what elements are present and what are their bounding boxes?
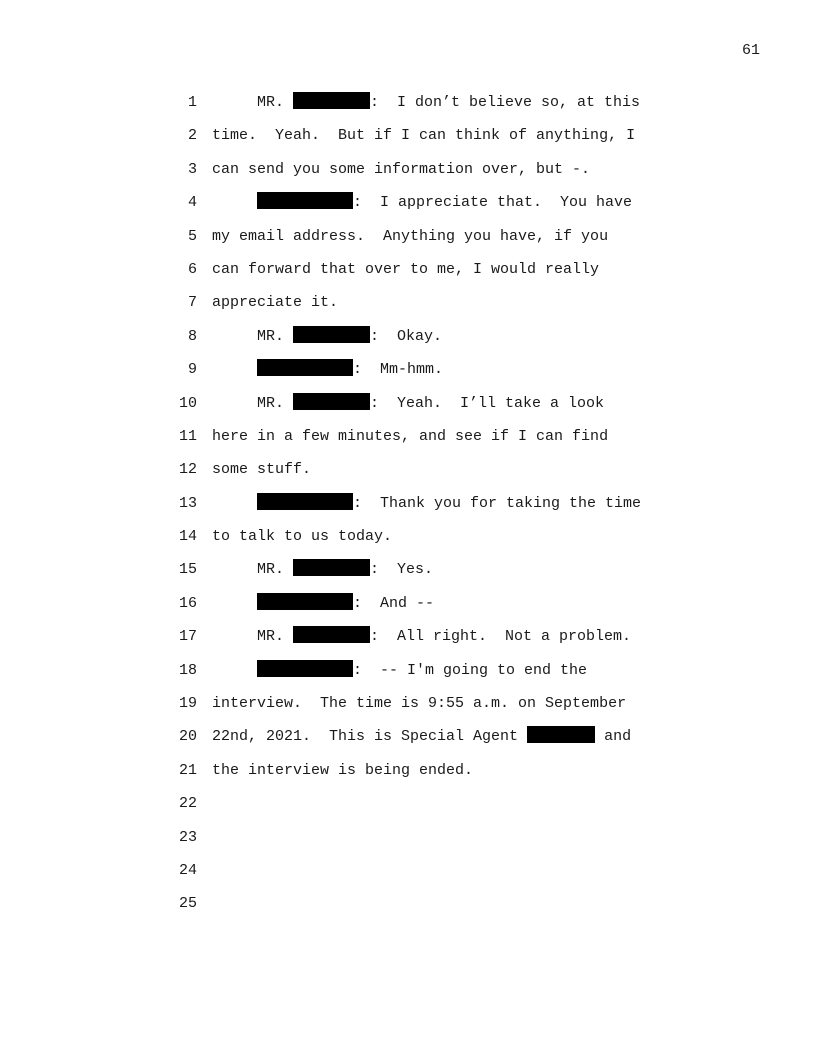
line-text xyxy=(212,86,640,119)
utterance: : All right. Not a problem. xyxy=(370,628,632,646)
line-text: appreciate it. xyxy=(212,294,339,312)
utterance: : And -- xyxy=(353,594,435,612)
utterance: : Okay. xyxy=(370,327,443,345)
speaker-prefix: MR. xyxy=(212,327,294,345)
utterance: 22nd, 2021. This is Special Agent xyxy=(212,728,528,746)
transcript-line-5 xyxy=(0,220,816,253)
line-text: time. Yeah. But if I can think of anything, I xyxy=(212,127,636,145)
utterance: : -- I'm going to end the xyxy=(353,661,588,679)
transcript-line-9 xyxy=(0,353,816,386)
line-number: 20 xyxy=(178,728,197,746)
utterance: and xyxy=(595,728,632,746)
utterance: : Yeah. I’ll take a look xyxy=(370,394,605,412)
redaction-box xyxy=(257,660,353,677)
transcript-line-8 xyxy=(0,320,816,353)
redaction-box xyxy=(293,326,370,343)
redaction-box xyxy=(527,726,595,743)
line-number: 8 xyxy=(187,327,197,345)
utterance: : I appreciate that. You have xyxy=(353,194,633,212)
redaction-box xyxy=(293,626,370,643)
transcript-line-14 xyxy=(0,520,816,553)
speaker-prefix: MR. xyxy=(212,394,294,412)
transcript-body xyxy=(0,86,816,921)
line-text xyxy=(212,587,434,620)
indent xyxy=(212,662,257,679)
line-number: 9 xyxy=(187,361,197,379)
transcript-line-21 xyxy=(0,754,816,787)
line-number: 23 xyxy=(178,828,197,846)
redaction-box xyxy=(293,393,370,410)
line-text xyxy=(212,620,631,653)
line-text: can send you some information over, but -. xyxy=(212,160,591,178)
transcript-line-20 xyxy=(0,720,816,753)
line-number: 19 xyxy=(178,695,197,713)
line-text: to talk to us today. xyxy=(212,528,393,546)
line-number: 21 xyxy=(178,761,197,779)
utterance: : I don’t believe so, at this xyxy=(370,94,641,111)
transcript-line-24 xyxy=(0,854,816,887)
transcript-line-13 xyxy=(0,487,816,520)
line-number: 6 xyxy=(187,260,197,278)
line-text xyxy=(212,387,604,420)
line-text: can forward that over to me, I would really xyxy=(212,260,600,278)
utterance: : Yes. xyxy=(370,561,434,579)
indent xyxy=(212,595,257,612)
line-text xyxy=(212,553,433,586)
transcript-line-22 xyxy=(0,787,816,820)
transcript-line-3 xyxy=(0,153,816,186)
line-number: 16 xyxy=(178,594,197,612)
speaker-prefix: MR. xyxy=(212,628,294,646)
transcript-line-18 xyxy=(0,654,816,687)
transcript-line-6 xyxy=(0,253,816,286)
line-number: 18 xyxy=(178,661,197,679)
line-text xyxy=(212,720,631,753)
speaker-prefix: MR. xyxy=(212,561,294,579)
utterance: : Thank you for taking the time xyxy=(353,494,642,512)
line-number: 15 xyxy=(178,561,197,579)
line-number: 2 xyxy=(187,127,197,145)
line-text xyxy=(212,654,587,687)
line-text: here in a few minutes, and see if I can find xyxy=(212,427,609,445)
line-text: some stuff. xyxy=(212,461,312,479)
line-number: 10 xyxy=(178,394,197,412)
line-text xyxy=(212,320,442,353)
line-number: 4 xyxy=(187,194,197,212)
redaction-box xyxy=(257,192,353,209)
line-number: 5 xyxy=(187,227,197,245)
transcript-line-17 xyxy=(0,620,816,653)
transcript-line-4 xyxy=(0,186,816,219)
transcript-line-10 xyxy=(0,387,816,420)
line-text: the interview is being ended. xyxy=(212,761,474,779)
line-number: 3 xyxy=(187,160,197,178)
transcript-line-19 xyxy=(0,687,816,720)
redaction-box xyxy=(257,493,353,510)
line-number: 7 xyxy=(187,294,197,312)
line-number: 25 xyxy=(178,895,197,913)
redaction-box xyxy=(293,92,370,109)
indent xyxy=(212,495,257,512)
line-text xyxy=(212,353,443,386)
line-number: 17 xyxy=(178,628,197,646)
line-text xyxy=(212,186,632,219)
speaker-prefix: MR. xyxy=(212,94,294,111)
redaction-box xyxy=(257,359,353,376)
line-text xyxy=(212,487,641,520)
line-number: 1 xyxy=(187,94,197,111)
utterance: : Mm-hmm. xyxy=(353,361,444,379)
line-number: 13 xyxy=(178,494,197,512)
indent xyxy=(212,361,257,378)
transcript-line-11 xyxy=(0,420,816,453)
transcript-line-12 xyxy=(0,453,816,486)
transcript-line-1 xyxy=(0,86,816,119)
line-text: interview. The time is 9:55 a.m. on September xyxy=(212,695,627,713)
line-number: 14 xyxy=(178,528,197,546)
transcript-line-15 xyxy=(0,553,816,586)
transcript-line-25 xyxy=(0,887,816,920)
transcript-line-2 xyxy=(0,119,816,152)
redaction-box xyxy=(257,593,353,610)
line-text: my email address. Anything you have, if you xyxy=(212,227,609,245)
redaction-box xyxy=(293,559,370,576)
line-number: 24 xyxy=(178,861,197,879)
transcript-line-23 xyxy=(0,821,816,854)
line-number: 11 xyxy=(178,427,197,445)
transcript-line-7 xyxy=(0,286,816,319)
line-number: 22 xyxy=(178,795,197,813)
line-number: 12 xyxy=(178,461,197,479)
indent xyxy=(212,194,257,211)
transcript-line-16 xyxy=(0,587,816,620)
page-number: 61 xyxy=(742,42,761,59)
